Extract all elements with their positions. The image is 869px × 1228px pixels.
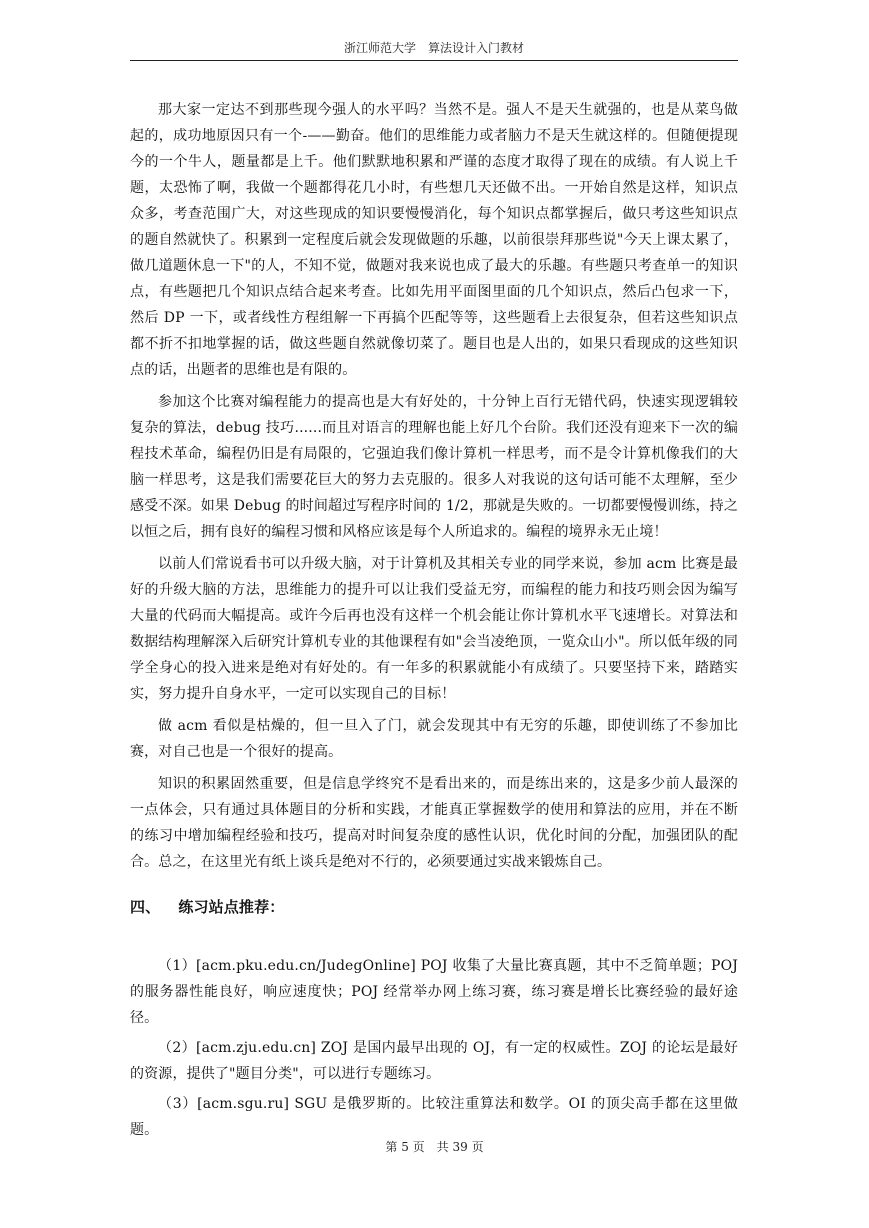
paragraph-2: 参加这个比赛对编程能力的提高也是大有好处的，十分钟上百行无错代码，快速实现逻辑较复杂的算法，debug 技巧......而且对语言的理解也能上好几个台阶。我们还没有迎来下一次的编程技术革命，编程仍旧是有局限的，它强迫我们像计算机一样思考，而不是令计算机像我们的大脑一样思考，这是我们需要花巨大的努力去克服的。很多人对我说的这句话可能不太理解，至少感受不深。如果 Debug 的时间超过写程序时间的 1/2，那就是失败的。一切都要慢慢训练，持之以恒之后，拥有良好的编程习惯和风格应该是每个人所追求的。编程的境界永无止境！ bbox=[130, 394, 738, 540]
section-heading bbox=[130, 895, 738, 919]
page-body bbox=[130, 97, 738, 1147]
paragraph-5: 知识的积累固然重要，但是信息学终究不是看出来的，而是练出来的，这是多少前人最深的一点体会，只有通过具体题目的分析和实践，才能真正掌握数学的使用和算法的应用，并在不断的练习中增加编程经验和技巧，提高对时间复杂度的感性认识，优化时间的分配，加强团队的配合。总之，在这里光有纸上谈兵是绝对不行的，必须要通过实战来锻炼自己。 bbox=[130, 776, 738, 870]
paragraph-3: 以前人们常说看书可以升级大脑，对于计算机及其相关专业的同学来说，参加 acm 比赛是最好的升级大脑的方法，思维能力的提升可以让我们受益无穷，而编程的能力和技巧则会因为编写大量的代码而大幅提高。或许今后再也没有这样一个机会能让你计算机水平飞速增长。对算法和数据结构理解深入后研究计算机专业的其他课程有如"会当凌绝顶，一览众山小"。所以低年级的同学全身心的投入进来是绝对有好处的。有一年多的积累就能小有成绩了。只要坚持下来，踏踏实实，努力提升自身水平，一定可以实现自己的目标！ bbox=[130, 556, 738, 702]
site-item-zoj: （2）[acm.zju.edu.cn] ZOJ 是国内最早出现的 OJ，有一定的权威性。ZOJ 的论坛是最好的资源，提供了"题目分类"，可以进行专题练习。 bbox=[130, 1040, 738, 1082]
section-title: 练习站点推荐： bbox=[178, 898, 285, 916]
section-number: 四、 bbox=[130, 898, 161, 916]
site-item-sgu: （3）[acm.sgu.ru] SGU 是俄罗斯的。比较注重算法和数学。OI 的顶尖高手都在这里做题。 bbox=[130, 1096, 738, 1138]
paragraph-1: 那大家一定达不到那些现今强人的水平吗？当然不是。强人不是天生就强的，也是从菜鸟做起的，成功地原因只有一个-——勤奋。他们的思维能力或者脑力不是天生就这样的。但随便提现今的一个牛人，题量都是上千。他们默默地积累和严谨的态度才取得了现在的成绩。有人说上千题，太恐怖了啊，我做一个题都得花几小时，有些想几天还做不出。一开始自然是这样，知识点众多，考查范围广大，对这些现成的知识要慢慢消化，每个知识点都掌握后，做只考这些知识点的题自然就快了。积累到一定程度后就会发现做题的乐趣，以前很崇拜那些说"今天上课太累了，做几道题休息一下"的人，不知不觉，做题对我来说也成了最大的乐趣。有些题只考查单一的知识点，有些题把几个知识点结合起来考查。比如先用平面图里面的几个知识点，然后凸包求一下，然后 DP 一下，或者线性方程组解一下再搞个匹配等等，这些题看上去很复杂，但若这些知识点都不折不扣地掌握的话，做这些题自然就像切菜了。题目也是人出的，如果只看现成的这些知识点的话，出题者的思维也是有限的。 bbox=[130, 102, 738, 378]
page-header: 浙江师范大学 算法设计入门教材 bbox=[130, 38, 738, 61]
paragraph-4: 做 acm 看似是枯燥的，但一旦入了门，就会发现其中有无穷的乐趣，即使训练了不参加比赛，对自己也是一个很好的提高。 bbox=[130, 718, 738, 760]
page-footer: 第 5 页 共 39 页 bbox=[385, 1140, 484, 1154]
site-item-poj: （1）[acm.pku.edu.cn/JudegOnline] POJ 收集了大量比赛真题，其中不乏简单题；POJ 的服务器性能良好，响应速度快；POJ 经常举办网上练习赛，练习赛是增长比赛经验的最好途径。 bbox=[130, 958, 738, 1026]
